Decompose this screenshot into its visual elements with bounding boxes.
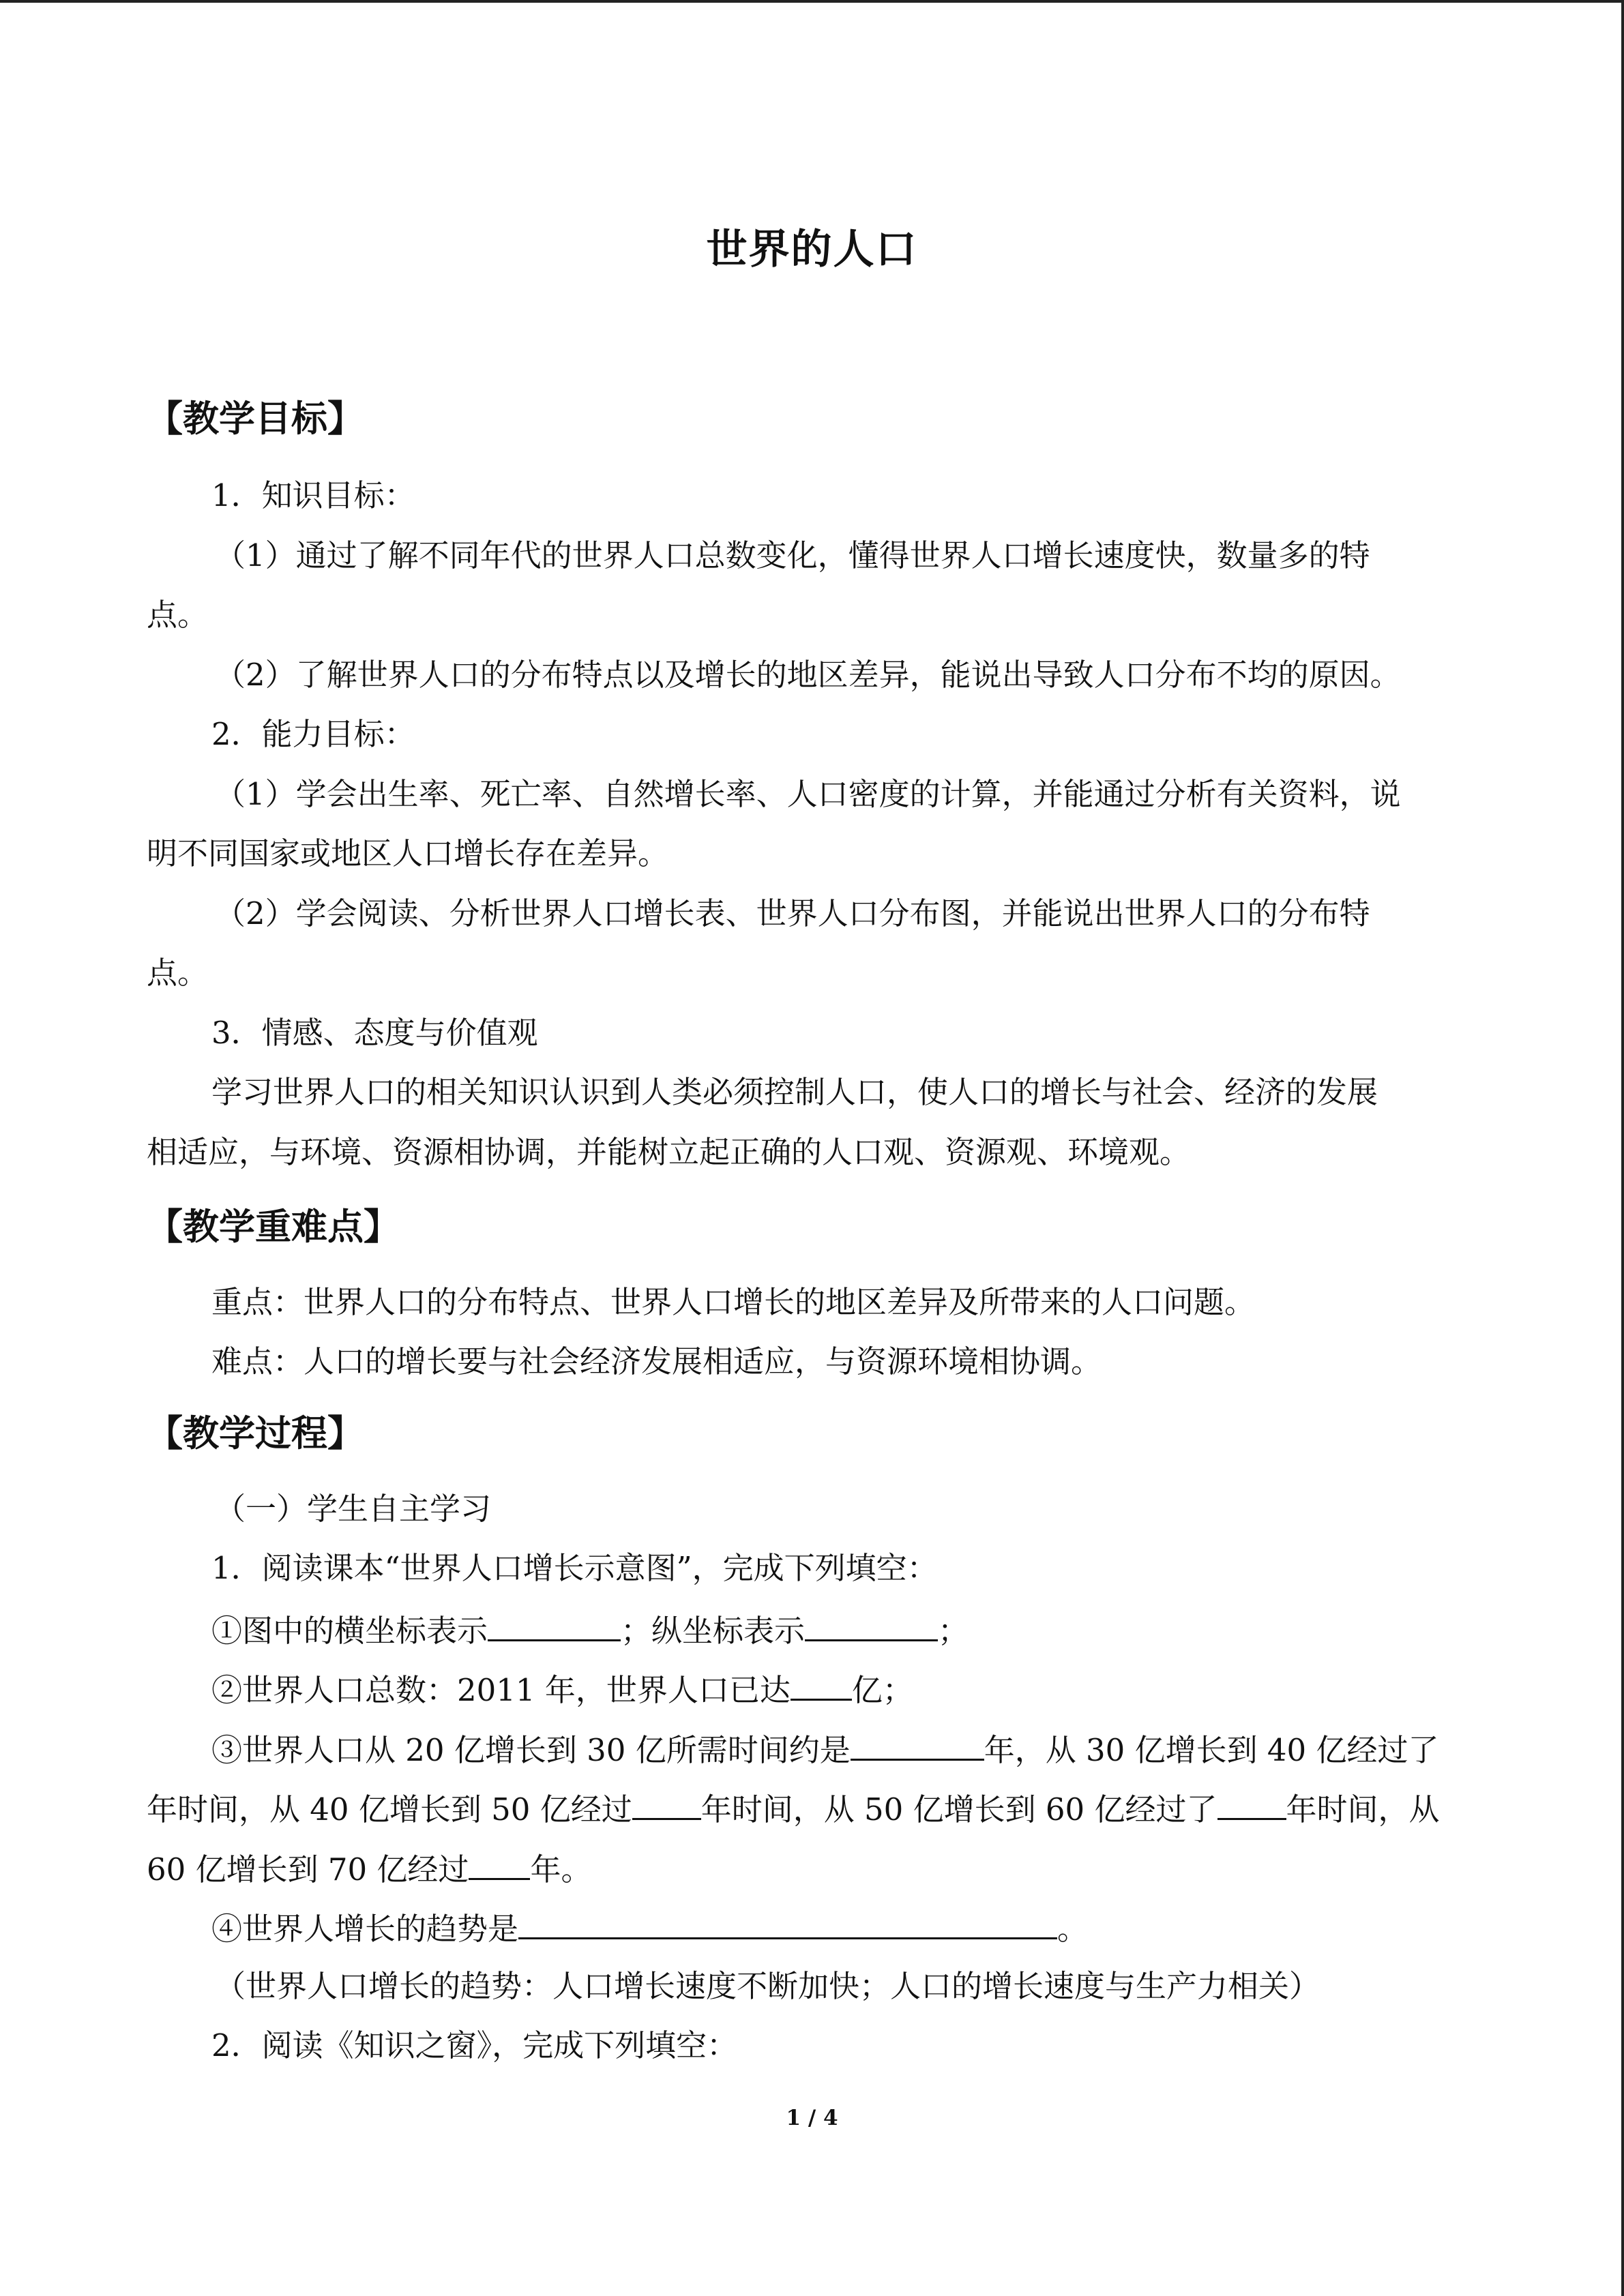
question-1-c-text-6: 60 亿增长到 70 亿经过 xyxy=(147,1851,469,1888)
question-1-c-text-1: ③世界人口从 20 亿增长到 30 亿所需时间约是 xyxy=(211,1732,851,1768)
objective-3-text-line1: 学习世界人口的相关知识认识到人类必须控制人口，使人口的增长与社会、经济的发展 xyxy=(211,1074,1378,1110)
objective-2-point-2-line2: 点。 xyxy=(147,955,209,991)
fill-blank[interactable] xyxy=(632,1787,701,1820)
question-1-note: （世界人口增长的趋势：人口增长速度不断加快；人口的增长速度与生产力相关） xyxy=(215,1968,1320,2004)
question-1-d-text-2: 。 xyxy=(1057,1911,1089,1947)
objective-3-text-line2: 相适应，与环境、资源相协调，并能树立起正确的人口观、资源观、环境观。 xyxy=(147,1134,1191,1170)
objective-item-2: 2．能力目标： xyxy=(211,716,415,752)
fill-blank[interactable] xyxy=(488,1608,621,1641)
top-border xyxy=(0,0,1624,3)
fill-blank[interactable] xyxy=(805,1608,938,1641)
process-part-1: （一）学生自主学习 xyxy=(215,1491,492,1527)
question-1-c-text-2: 年，从 30 亿增长到 40 亿经过了 xyxy=(984,1732,1439,1768)
question-1-d xyxy=(211,1906,1088,1950)
objective-2-point-2-line1: （2）学会阅读、分析世界人口增长表、世界人口分布图，并能说出世界人口的分布特 xyxy=(215,895,1370,931)
question-2: 2．阅读《知识之窗》，完成下列填空： xyxy=(211,2027,738,2063)
fill-blank[interactable] xyxy=(851,1727,984,1761)
question-1-c-line1 xyxy=(211,1727,1439,1771)
question-1-d-text-1: ④世界人增长的趋势是 xyxy=(211,1911,519,1947)
objective-1-point-2: （2）了解世界人口的分布特点以及增长的地区差异，能说出导致人口分布不均的原因。 xyxy=(215,657,1401,693)
question-1-b-text-2: 亿； xyxy=(851,1672,913,1708)
fill-blank[interactable] xyxy=(791,1667,852,1701)
key-point-focus: 重点：世界人口的分布特点、世界人口增长的地区差异及所带来的人口问题。 xyxy=(211,1284,1256,1320)
key-point-difficulty: 难点：人口的增长要与社会经济发展相适应，与资源环境相协调。 xyxy=(211,1343,1102,1380)
fill-blank[interactable] xyxy=(518,1906,1057,1939)
question-1-c-line2 xyxy=(147,1787,1440,1830)
question-1-b xyxy=(211,1667,913,1711)
objective-item-3: 3．情感、态度与价值观 xyxy=(211,1015,538,1051)
question-1-b-text-1: ②世界人口总数：2011 年，世界人口已达 xyxy=(211,1672,791,1708)
objective-item-1: 1．知识目标： xyxy=(211,477,415,513)
question-1-c-text-4: 年时间，从 50 亿增长到 60 亿经过了 xyxy=(700,1791,1217,1828)
question-1-a-text-3: ； xyxy=(938,1613,969,1649)
fill-blank[interactable] xyxy=(1217,1787,1286,1820)
question-1-c-line3 xyxy=(147,1847,591,1890)
question-1-a xyxy=(211,1608,969,1652)
fill-blank[interactable] xyxy=(469,1847,530,1880)
question-1-c-text-5: 年时间，从 xyxy=(1286,1791,1440,1828)
objective-2-point-1-line1: （1）学会出生率、死亡率、自然增长率、人口密度的计算，并能通过分析有关资料，说 xyxy=(215,776,1401,812)
question-1-c-text-7: 年。 xyxy=(530,1851,592,1888)
question-1-a-text-1: ①图中的横坐标表示 xyxy=(211,1613,488,1649)
right-border xyxy=(1621,0,1624,2296)
question-1-a-text-2: ；纵坐标表示 xyxy=(621,1613,806,1649)
heading-teaching-process: 【教学过程】 xyxy=(147,1413,364,1455)
objective-2-point-1-line2: 明不同国家或地区人口增长存在差异。 xyxy=(147,835,669,871)
objective-1-point-1-line1: （1）通过了解不同年代的世界人口总数变化，懂得世界人口增长速度快，数量多的特 xyxy=(215,537,1370,573)
page-title: 世界的人口 xyxy=(706,226,918,273)
heading-teaching-objectives: 【教学目标】 xyxy=(147,398,364,440)
heading-key-points: 【教学重难点】 xyxy=(147,1206,400,1248)
page-number: 1 / 4 xyxy=(786,2106,838,2130)
question-1: 1．阅读课本“世界人口增长示意图”，完成下列填空： xyxy=(211,1550,938,1586)
objective-1-point-1-line2: 点。 xyxy=(147,597,209,633)
question-1-c-text-3: 年时间，从 40 亿增长到 50 亿经过 xyxy=(147,1791,632,1828)
